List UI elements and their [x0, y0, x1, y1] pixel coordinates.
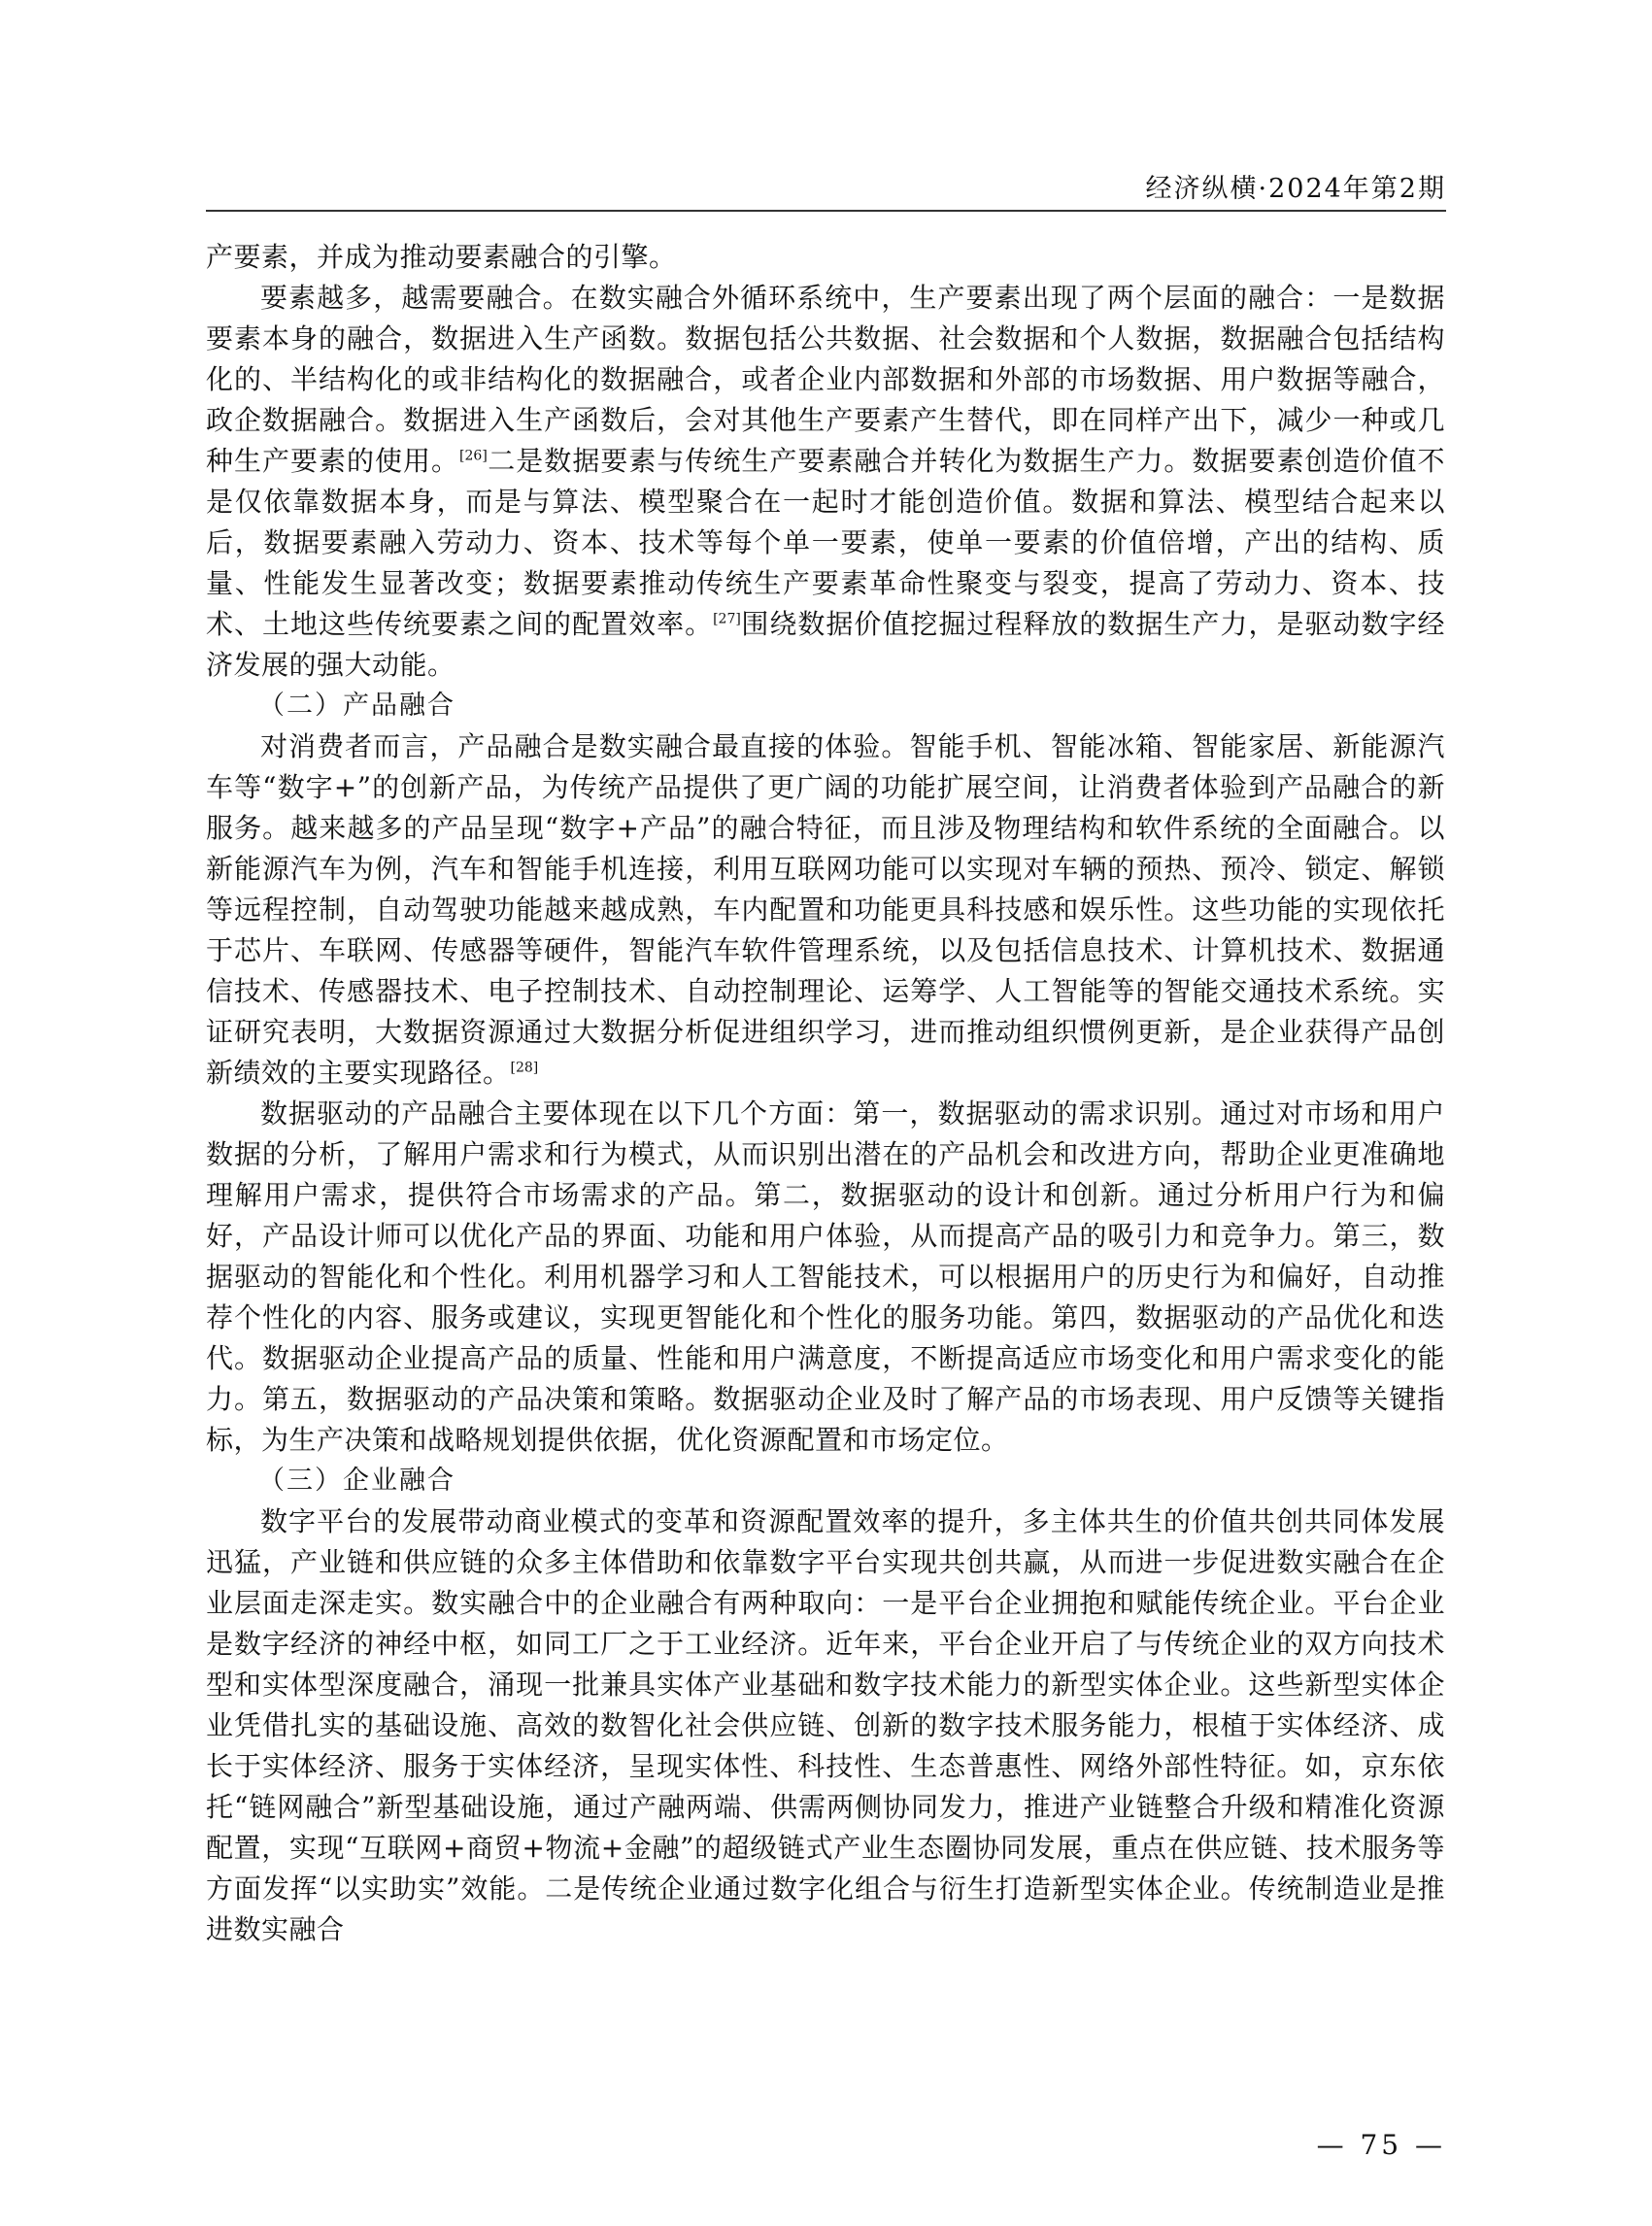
paragraph-text: 围绕数据价值挖掘过程释放的数据生产力，是驱动数字经济发展的强大动能。: [206, 608, 1445, 681]
paragraph-text: 二是数据要素与传统生产要素融合并转化为数据生产力。数据要素创造价值不是仅依靠数据本身，而是与算法、模型聚合在一起时才能创造价值。数据和算法、模型结合起来以后，数据要素融入劳动力、资本、技术等每个单一要素，使单一要素的价值倍增，产出的结构、质量、性能发生显著改变；数据要素推动传统生产要素革命性聚变与裂变，提高了劳动力、资本、技术、土地这些传统要素之间的配置效率。: [206, 445, 1445, 640]
citation-28: [28]: [510, 1060, 539, 1076]
paragraph-factor-fusion: [206, 278, 1445, 686]
section-heading-product-fusion: （二）产品融合: [258, 691, 455, 721]
paragraph-text: 要素越多，越需要融合。在数实融合外循环系统中，生产要素出现了两个层面的融合：一是数据要素本身的融合，数据进入生产函数。数据包括公共数据、社会数据和个人数据，数据融合包括结构化的、半结构化的或非结构化的数据融合，或者企业内部数据和外部的市场数据、用户数据等融合，政企数据融合。数据进入生产函数后，会对其他生产要素产生替代，即在同样产出下，减少一种或几种生产要素的使用。: [206, 282, 1445, 477]
running-header: [206, 167, 1446, 212]
article-body: [206, 237, 1445, 1950]
journal-issue-title: 经济纵横·2024年第2期: [1145, 174, 1446, 204]
paragraph-enterprise-fusion: 数字平台的发展带动商业模式的变革和资源配置效率的提升，多主体共生的价值共创共同体发展迅猛，产业链和供应链的众多主体借助和依靠数字平台实现共创共赢，从而进一步促进数实融合在企业层面走深走实。数实融合中的企业融合有两种取向：一是平台企业拥抱和赋能传统企业。平台企业是数字经济的神经中枢，如同工厂之于工业经济。近年来，平台企业开启了与传统企业的双方向技术型和实体型深度融合，涌现一批兼具实体产业基础和数字技术能力的新型实体企业。这些新型实体企业凭借扎实的基础设施、高效的数智化社会供应链、创新的数字技术服务能力，根植于实体经济、成长于实体经济、服务于实体经济，呈现实体性、科技性、生态普惠性、网络外部性特征。如，京东依托“链网融合”新型基础设施，通过产融两端、供需两侧协同发力，推进产业链整合升级和精准化资源配置，实现“互联网+商贸+物流+金融”的超级链式产业生态圈协同发展，重点在供应链、技术服务等方面发挥“以实助实”效能。二是传统企业通过数字化组合与衍生打造新型实体企业。传统制造业是推进数实融合: [206, 1505, 1445, 1945]
page-number: — 75 —: [1316, 2129, 1446, 2161]
section-heading-enterprise-fusion: （三）企业融合: [258, 1466, 455, 1496]
paragraph-text: 对消费者而言，产品融合是数实融合最直接的体验。智能手机、智能冰箱、智能家居、新能源汽车等“数字+”的创新产品，为传统产品提供了更广阔的功能扩展空间，让消费者体验到产品融合的新服务。越来越多的产品呈现“数字+产品”的融合特征，而且涉及物理结构和软件系统的全面融合。以新能源汽车为例，汽车和智能手机连接，利用互联网功能可以实现对车辆的预热、预冷、锁定、解锁等远程控制，自动驾驶功能越来越成熟，车内配置和功能更具科技感和娱乐性。这些功能的实现依托于芯片、车联网、传感器等硬件，智能汽车软件管理系统，以及包括信息技术、计算机技术、数据通信技术、传感器技术、电子控制技术、自动控制理论、运筹学、人工智能等的智能交通技术系统。实证研究表明，大数据资源通过大数据分析促进组织学习，进而推动组织惯例更新，是企业获得产品创新绩效的主要实现路径。: [206, 730, 1445, 1089]
citation-26: [26]: [459, 448, 488, 464]
paragraph-continuation: 产要素，并成为推动要素融合的引擎。: [206, 241, 677, 273]
paragraph-data-driven: 数据驱动的产品融合主要体现在以下几个方面：第一，数据驱动的需求识别。通过对市场和用户数据的分析，了解用户需求和行为模式，从而识别出潜在的产品机会和改进方向，帮助企业更准确地理解用户需求，提供符合市场需求的产品。第二，数据驱动的设计和创新。通过分析用户行为和偏好，产品设计师可以优化产品的界面、功能和用户体验，从而提高产品的吸引力和竞争力。第三，数据驱动的智能化和个性化。利用机器学习和人工智能技术，可以根据用户的历史行为和偏好，自动推荐个性化的内容、服务或建议，实现更智能化和个性化的服务功能。第四，数据驱动的产品优化和迭代。数据驱动企业提高产品的质量、性能和用户满意度，不断提高适应市场变化和用户需求变化的能力。第五，数据驱动的产品决策和策略。数据驱动企业及时了解产品的市场表现、用户反馈等关键指标，为生产决策和战略规划提供依据，优化资源配置和市场定位。: [206, 1097, 1445, 1456]
paragraph-product-fusion: [206, 726, 1445, 1094]
citation-27: [27]: [713, 611, 741, 627]
